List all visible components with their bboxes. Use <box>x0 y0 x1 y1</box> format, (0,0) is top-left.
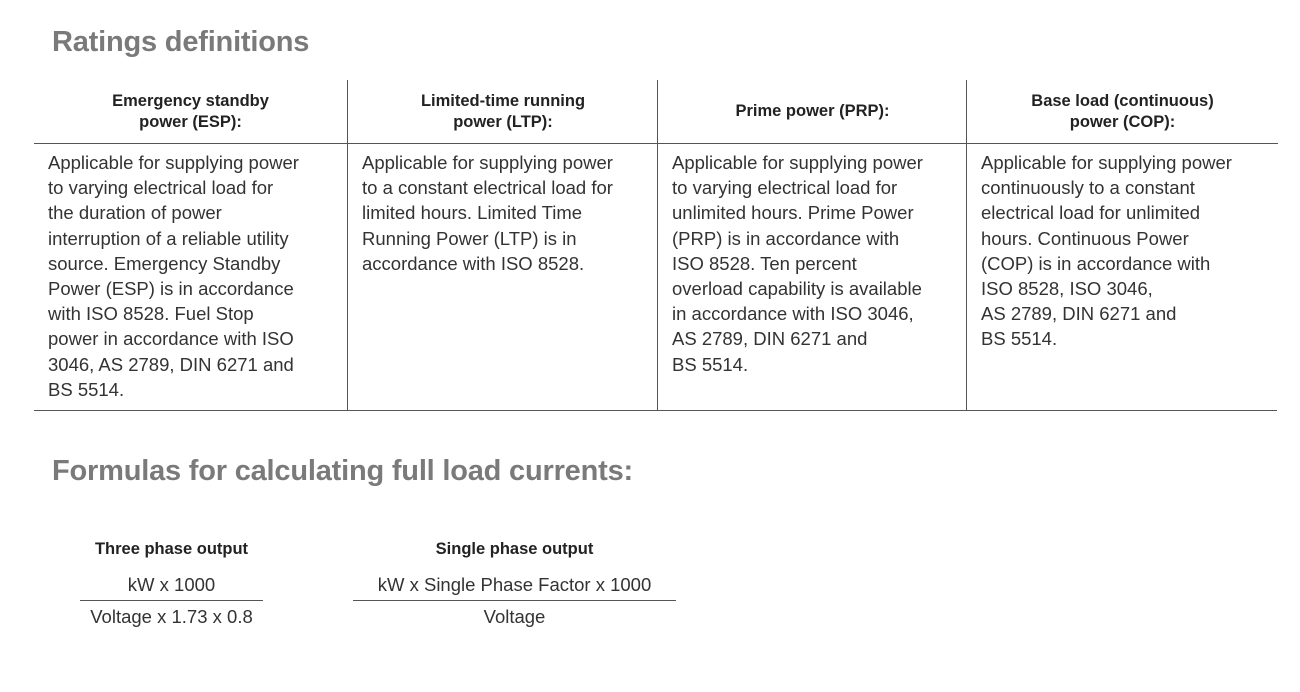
single-phase-numerator: kW x Single Phase Factor x 1000 <box>353 573 676 601</box>
cop-description: Applicable for supplying power continuously to a constant electrical load for unlimited hours. Continuous Power (COP) is in accordance with ISO 8528, ISO 3046, AS 2789, DIN 6271 and BS 5514. <box>981 152 1232 350</box>
three-phase-label: Three phase output <box>94 540 249 558</box>
three-phase-numerator: kW x 1000 <box>80 573 263 601</box>
prp-column <box>657 80 967 410</box>
ratings-table <box>34 80 1277 411</box>
three-phase-formula <box>80 539 263 629</box>
single-phase-formula <box>353 539 676 629</box>
esp-column <box>34 80 347 410</box>
three-phase-denominator: Voltage x 1.73 x 0.8 <box>90 606 253 627</box>
cop-header: Base load (continuous) power (COP): <box>967 80 1278 144</box>
formulas-title: Formulas for calculating full load currents: <box>52 455 633 487</box>
esp-description: Applicable for supplying power to varying electrical load for the duration of power interruption of a reliable utility source. Emergency Standby Power (ESP) is in accordance with ISO 8528. Fuel Stop power in accordance with ISO 3046, AS 2789, DIN 6271 and BS 5514. <box>48 152 299 400</box>
single-phase-denominator: Voltage <box>483 606 546 627</box>
prp-header: Prime power (PRP): <box>658 80 967 144</box>
single-phase-label: Single phase output <box>435 540 594 558</box>
esp-header: Emergency standby power (ESP): <box>34 80 347 144</box>
prp-description: Applicable for supplying power to varying electrical load for unlimited hours. Prime Power (PRP) is in accordance with ISO 8528. Ten percent overload capability is available in accordance with ISO 3046, AS 2789, DIN 6271 and BS 5514. <box>672 152 923 375</box>
ltp-description: Applicable for supplying power to a constant electrical load for limited hours. Limited Time Running Power (LTP) is in accordance with ISO 8528. <box>362 152 613 274</box>
ratings-definitions-title: Ratings definitions <box>52 26 310 58</box>
cop-column <box>966 80 1278 410</box>
ltp-column <box>347 80 658 410</box>
ltp-header: Limited-time running power (LTP): <box>348 80 658 144</box>
